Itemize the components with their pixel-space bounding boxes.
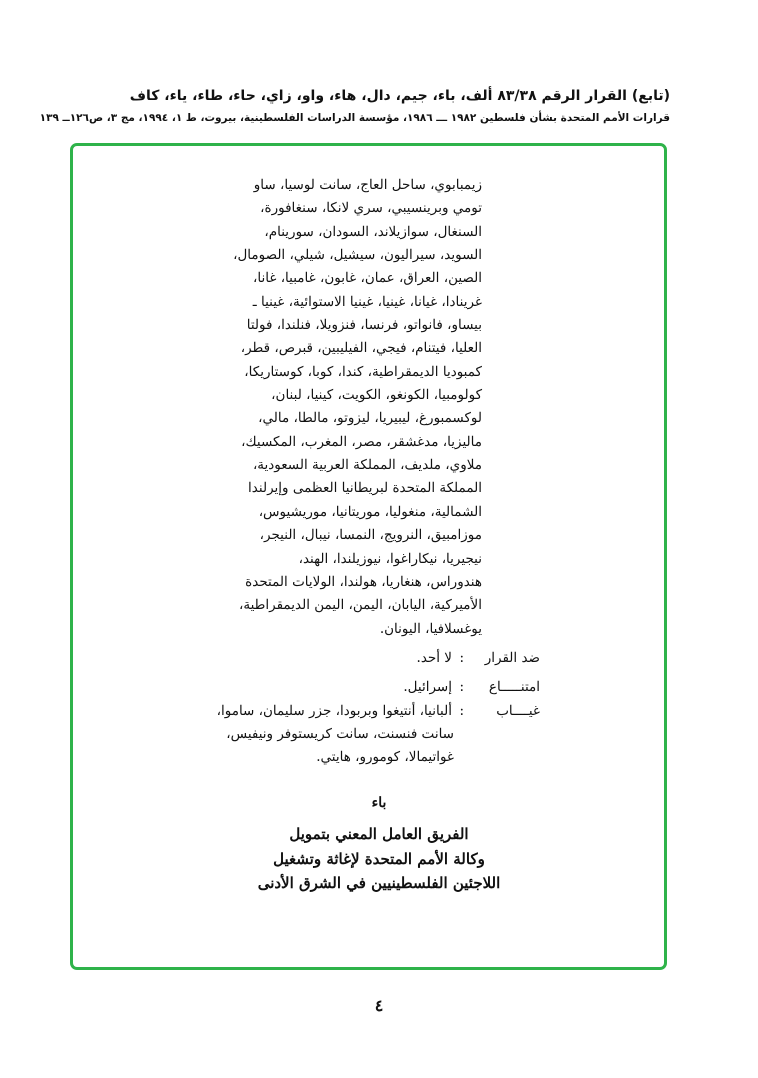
in-favour-line: كمبوديا الديمقراطية، كندا، كوبا، كوستاريكا، xyxy=(244,363,482,380)
absent-label: غيــــاب xyxy=(496,703,540,719)
abstaining-label: امتنـــــاع xyxy=(488,679,540,695)
in-favour-line: المملكة المتحدة لبريطانيا العظمى وإيرلندا xyxy=(248,480,482,497)
in-favour-line: بيساو، فانواتو، فرنسا، فنزويلا، فنلندا، فولتا xyxy=(246,317,482,334)
against-value: لا أحد. xyxy=(416,650,452,666)
in-favour-line: ماليزيا، مدغشقر، مصر، المغرب، المكسيك، xyxy=(241,433,482,450)
against-colon: : xyxy=(459,650,464,666)
in-favour-line: السويد، سيراليون، سيشيل، شيلي، الصومال، xyxy=(233,247,482,264)
in-favour-line: يوغسلافيا، اليونان. xyxy=(379,620,482,637)
in-favour-line: كولومبيا، الكونغو، الكويت، كينيا، لبنان، xyxy=(271,387,482,404)
abstaining-value: إسرائيل. xyxy=(403,679,452,695)
section-title xyxy=(0,822,758,896)
section-title-line: اللاجئين الفلسطينيين في الشرق الأدنى xyxy=(257,874,501,892)
page-header xyxy=(39,86,670,126)
source-citation: قرارات الأمم المتحدة بشأن فلسطين ١٩٨٢ ـــ ١٩٨٦، مؤسسة الدراسات الفلسطينية، بيروت، ط ١، ١٩٩٤، مج ٣، ص١٢٦ــ ١٣٩ xyxy=(39,112,670,124)
in-favour-line: موزامبيق، النرويج، النمسا، نيبال، النيجر، xyxy=(259,527,482,544)
in-favour-line: الأميركية، اليابان، اليمن، اليمن الديمقراطية، xyxy=(238,597,482,614)
absent-line: غواتيمالا، كومورو، هايتي. xyxy=(316,749,454,766)
against-label: ضد القرار xyxy=(484,650,540,666)
in-favour-line: هندوراس، هنغاريا، هولندا، الولايات المتحدة xyxy=(245,573,482,590)
in-favour-line: زيمبابوي، ساحل العاج، سانت لوسيا، ساو xyxy=(253,177,482,193)
in-favour-line: ملاوي، ملديف، المملكة العربية السعودية، xyxy=(252,457,482,474)
in-favour-line: تومي وبرينسيبي، سري لانكا، سنغافورة، xyxy=(260,200,482,217)
page-number: ٤ xyxy=(374,996,384,1015)
section-letter: باء xyxy=(371,795,387,811)
in-favour-line: غرينادا، غيانا، غينيا، غينيا الاستوائية، غينيا ـ xyxy=(252,293,482,310)
in-favour-line: الصين، العراق، عمان، غابون، غامبيا، غانا، xyxy=(253,270,482,287)
abstaining-colon: : xyxy=(459,679,464,695)
in-favour-list xyxy=(198,174,482,641)
in-favour-line: العليا، فيتنام، فيجي، الفيليبين، قبرص، قطر، xyxy=(240,340,482,357)
in-favour-line: نيجيريا، نيكاراغوا، نيوزيلندا، الهند، xyxy=(298,550,482,567)
in-favour-line: لوكسمبورغ، ليبيريا، ليزوتو، مالطا، مالي، xyxy=(258,410,482,427)
section-title-line: وكالة الأمم المتحدة لإغاثة وتشغيل xyxy=(273,849,485,868)
in-favour-line: الشمالية، منغوليا، موريتانيا، موريشيوس، xyxy=(258,503,482,520)
absent-colon: : xyxy=(459,703,464,719)
absent-first-line: ألبانيا، أنتيغوا وبربودا، جزر سليمان، ساموا، xyxy=(216,703,452,719)
absent-line: سانت فنسنت، سانت كريستوفر ونيفيس، xyxy=(226,726,454,742)
resolution-title: (تابع) القرار الرقم ٨٣/٣٨ ألف، باء، جيم، دال، هاء، واو، زاي، حاء، طاء، ياء، كاف xyxy=(129,88,670,104)
in-favour-line: السنغال، سوازيلاند، السودان، سورينام، xyxy=(264,223,482,240)
absent-list xyxy=(198,723,454,770)
section-title-line: الفريق العامل المعني بتمويل xyxy=(289,825,469,843)
